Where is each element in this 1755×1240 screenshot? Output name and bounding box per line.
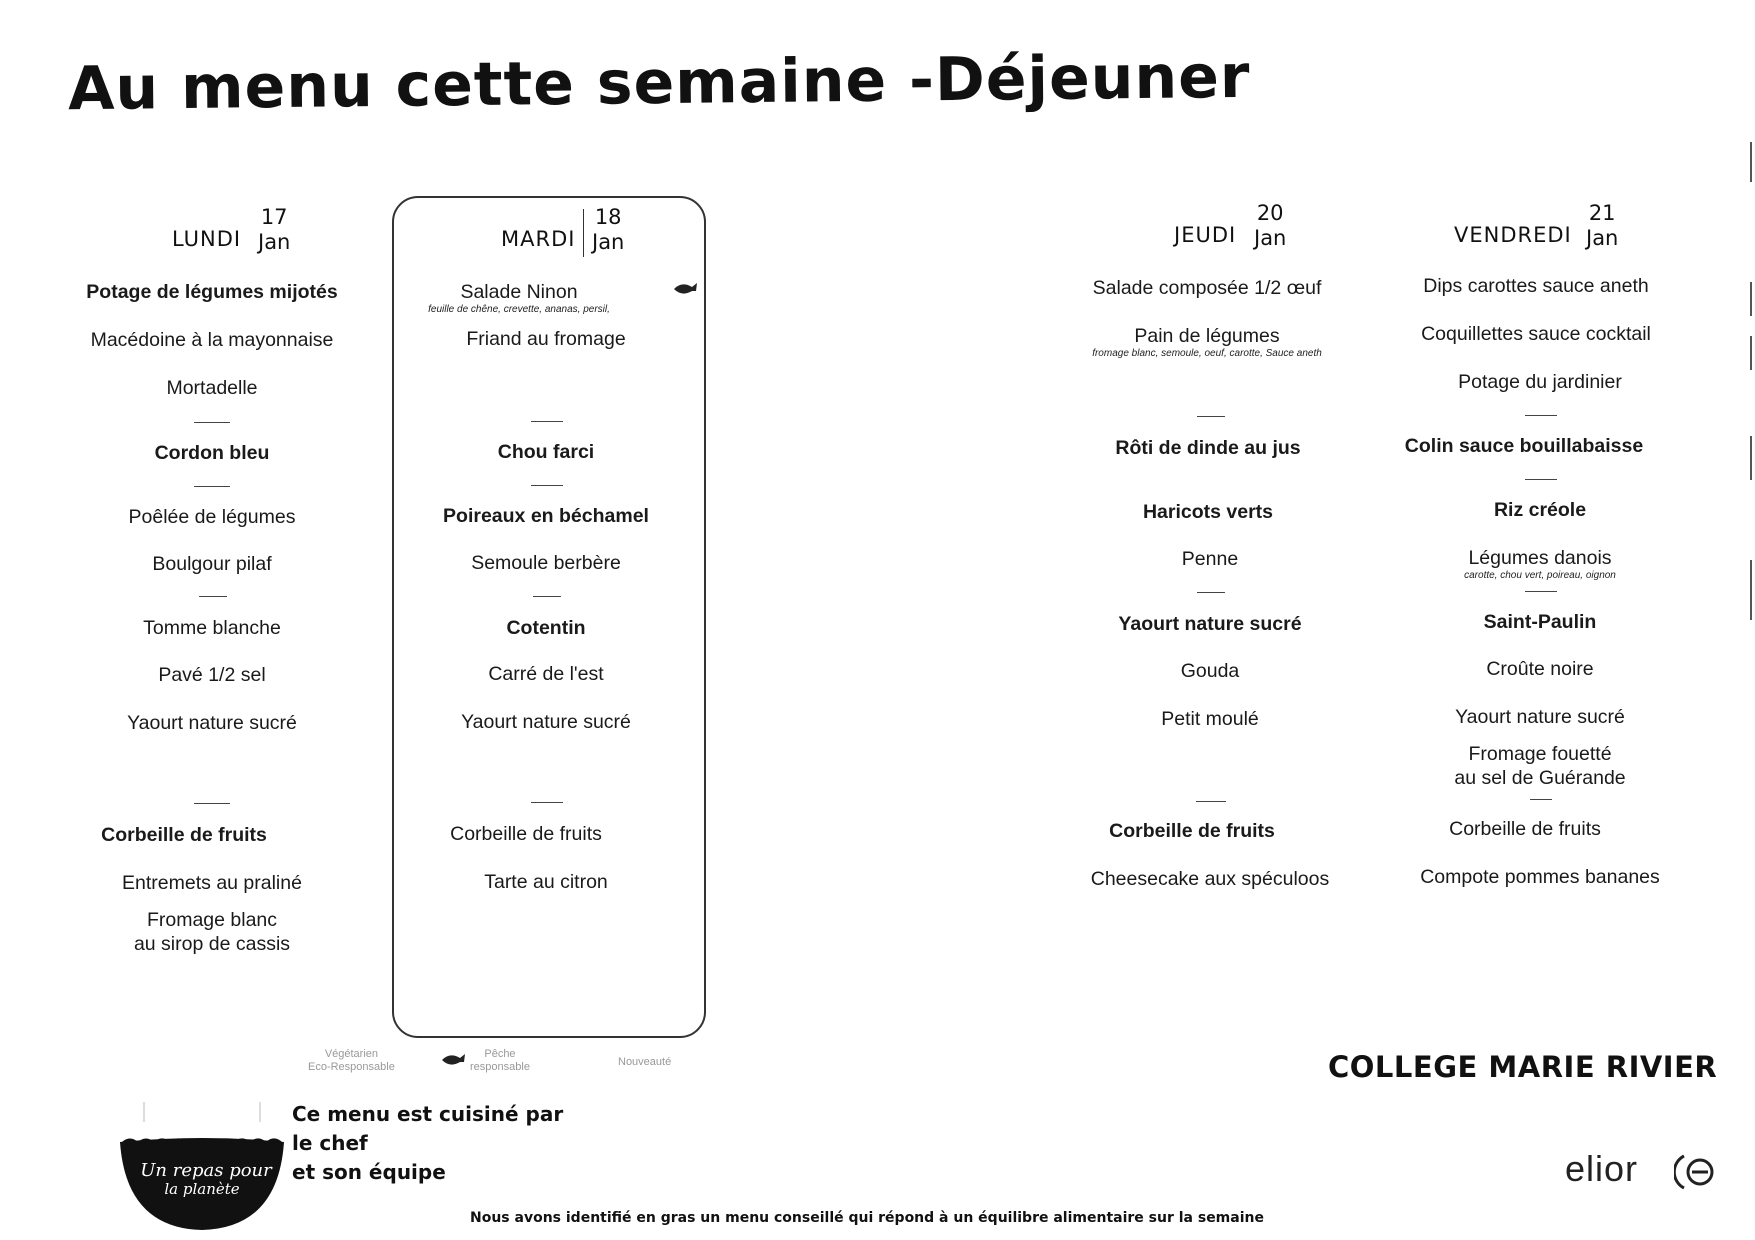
day-number: 20 bbox=[1256, 201, 1284, 225]
chef-note bbox=[292, 1100, 563, 1187]
day-month: Jan bbox=[258, 230, 291, 254]
menu-item: Yaourt nature sucré bbox=[461, 711, 631, 733]
menu-item: Saint-Paulin bbox=[1483, 611, 1597, 633]
menu-item: Potage de légumes mijotés bbox=[86, 281, 338, 303]
day-name: JEUDI bbox=[1174, 223, 1237, 247]
menu-item: Corbeille de fruits bbox=[1109, 820, 1275, 842]
page-title: Au menu cette semaine -Déjeuner bbox=[67, 41, 1251, 125]
day-header bbox=[1390, 201, 1690, 261]
menu-item: Gouda bbox=[1180, 660, 1240, 682]
menu-item: Yaourt nature sucré bbox=[1118, 613, 1302, 635]
menu-item: Tomme blanche bbox=[143, 617, 281, 639]
fish-icon bbox=[672, 281, 698, 297]
legend-label: Eco-Responsable bbox=[308, 1061, 395, 1073]
day-number: 18 bbox=[594, 205, 622, 229]
menu-item-detail: fromage blanc, semoule, oeuf, carotte, Sauce aneth bbox=[1092, 348, 1322, 359]
menu-item-detail: feuille de chêne, crevette, ananas, persil, bbox=[428, 304, 610, 315]
elior-logo-icon bbox=[1674, 1150, 1718, 1194]
scan-edge-mark bbox=[1750, 560, 1752, 620]
menu-item: Entremets au praliné bbox=[122, 872, 302, 894]
menu-item: Corbeille de fruits bbox=[101, 824, 267, 846]
menu-item: Cotentin bbox=[506, 617, 586, 639]
chef-note-line: le chef bbox=[292, 1131, 368, 1155]
menu-item: Pavé 1/2 sel bbox=[158, 664, 266, 686]
menu-item: Macédoine à la mayonnaise bbox=[90, 329, 334, 351]
menu-item: Riz créole bbox=[1493, 499, 1587, 521]
menu-item-detail: carotte, chou vert, poireau, oignon bbox=[1464, 570, 1616, 581]
menu-item: Croûte noire bbox=[1486, 658, 1594, 680]
menu-item: au sirop de cassis bbox=[133, 933, 291, 955]
chef-note-line: Ce menu est cuisiné par bbox=[292, 1102, 564, 1126]
menu-item: Corbeille de fruits bbox=[450, 823, 602, 845]
footnote: Nous avons identifié en gras un menu conseillé qui répond à un équilibre alimentaire sur la semaine bbox=[470, 1210, 1264, 1226]
menu-item: Chou farci bbox=[497, 441, 595, 463]
menu-item: Petit moulé bbox=[1161, 708, 1259, 730]
menu-item bbox=[1390, 546, 1690, 582]
bowl-logo-icon bbox=[118, 1098, 286, 1232]
legend-label: Pêche bbox=[484, 1048, 516, 1060]
day-header bbox=[1060, 201, 1360, 261]
course-separator bbox=[1196, 801, 1226, 802]
day-header bbox=[62, 205, 362, 265]
course-separator bbox=[199, 596, 227, 597]
scan-edge-mark bbox=[1750, 436, 1752, 480]
menu-item: Yaourt nature sucré bbox=[127, 712, 297, 734]
course-separator bbox=[1197, 592, 1225, 593]
day-date bbox=[1254, 201, 1286, 251]
course-separator bbox=[1525, 415, 1557, 416]
legend-vegetarien bbox=[308, 1048, 395, 1074]
course-separator bbox=[194, 486, 230, 487]
menu-item: Fromage fouetté bbox=[1468, 743, 1612, 765]
menu-item: Coquillettes sauce cocktail bbox=[1421, 323, 1651, 345]
legend-label: responsable bbox=[470, 1061, 530, 1073]
course-separator bbox=[1197, 416, 1225, 417]
menu-item-label: Légumes danois bbox=[1468, 547, 1612, 569]
course-separator bbox=[1525, 591, 1557, 592]
menu-item: Semoule berbère bbox=[471, 552, 621, 574]
course-separator bbox=[1530, 799, 1552, 800]
day-month: Jan bbox=[1254, 226, 1287, 250]
menu-item-label: Salade Ninon bbox=[460, 281, 578, 303]
course-separator bbox=[194, 803, 230, 804]
menu-item: Haricots verts bbox=[1142, 501, 1274, 523]
menu-item: Penne bbox=[1181, 548, 1239, 570]
menu-item: Fromage blanc bbox=[146, 909, 278, 931]
legend-label: Nouveauté bbox=[618, 1056, 672, 1068]
legend-label: Végétarien bbox=[324, 1048, 379, 1060]
day-number: 17 bbox=[260, 205, 288, 229]
day-name: MARDI bbox=[501, 227, 576, 251]
menu-item: Salade composée 1/2 œuf bbox=[1092, 277, 1322, 299]
bowl-text-line-1: Un repas pour bbox=[140, 1160, 272, 1181]
menu-item: Tarte au citron bbox=[484, 871, 608, 893]
menu-item: au sel de Guérande bbox=[1454, 767, 1626, 789]
course-separator bbox=[531, 421, 563, 422]
scan-edge-mark bbox=[1750, 142, 1752, 182]
menu-item: Cordon bleu bbox=[154, 442, 270, 464]
day-month: Jan bbox=[592, 230, 625, 254]
legend-peche-responsable bbox=[470, 1048, 530, 1074]
chef-note-line: et son équipe bbox=[292, 1160, 446, 1184]
school-name: COLLEGE MARIE RIVIER bbox=[1328, 1050, 1718, 1084]
course-separator bbox=[531, 485, 563, 486]
menu-item bbox=[1057, 324, 1357, 360]
day-header bbox=[396, 205, 696, 265]
scan-edge-mark bbox=[1750, 282, 1752, 316]
menu-item: Yaourt nature sucré bbox=[1455, 706, 1625, 728]
menu-item: Poêlée de légumes bbox=[128, 506, 296, 528]
menu-item: Corbeille de fruits bbox=[1449, 818, 1601, 840]
menu-item: Potage du jardinier bbox=[1458, 371, 1622, 393]
day-date bbox=[258, 205, 290, 255]
course-separator bbox=[194, 422, 230, 423]
menu-item: Carré de l'est bbox=[488, 663, 604, 685]
day-date bbox=[1586, 201, 1618, 251]
menu-item: Poireaux en béchamel bbox=[443, 505, 649, 527]
brand-logo-text: elior bbox=[1565, 1148, 1639, 1189]
course-separator bbox=[533, 596, 561, 597]
menu-item: Boulgour pilaf bbox=[152, 553, 272, 575]
day-month: Jan bbox=[1586, 226, 1619, 250]
menu-item-label: Pain de légumes bbox=[1134, 325, 1280, 347]
course-separator bbox=[1525, 479, 1557, 480]
day-separator bbox=[583, 209, 584, 257]
course-separator bbox=[531, 802, 563, 803]
legend-nouveaute bbox=[618, 1056, 671, 1069]
menu-item: Colin sauce bouillabaisse bbox=[1404, 435, 1644, 457]
day-number: 21 bbox=[1588, 201, 1616, 225]
menu-item: Cheesecake aux spéculoos bbox=[1090, 868, 1330, 890]
menu-item: Compote pommes bananes bbox=[1420, 866, 1660, 888]
menu-item: Mortadelle bbox=[166, 377, 258, 399]
menu-item bbox=[369, 280, 669, 316]
day-name: LUNDI bbox=[172, 227, 242, 251]
menu-item: Friand au fromage bbox=[466, 328, 626, 350]
day-date bbox=[592, 205, 624, 255]
scan-edge-mark bbox=[1750, 336, 1752, 370]
bowl-text-line-2: la planète bbox=[164, 1180, 240, 1198]
menu-item: Rôti de dinde au jus bbox=[1115, 437, 1301, 459]
fish-icon bbox=[440, 1052, 466, 1068]
menu-item: Dips carottes sauce aneth bbox=[1423, 275, 1649, 297]
day-name: VENDREDI bbox=[1454, 223, 1572, 247]
